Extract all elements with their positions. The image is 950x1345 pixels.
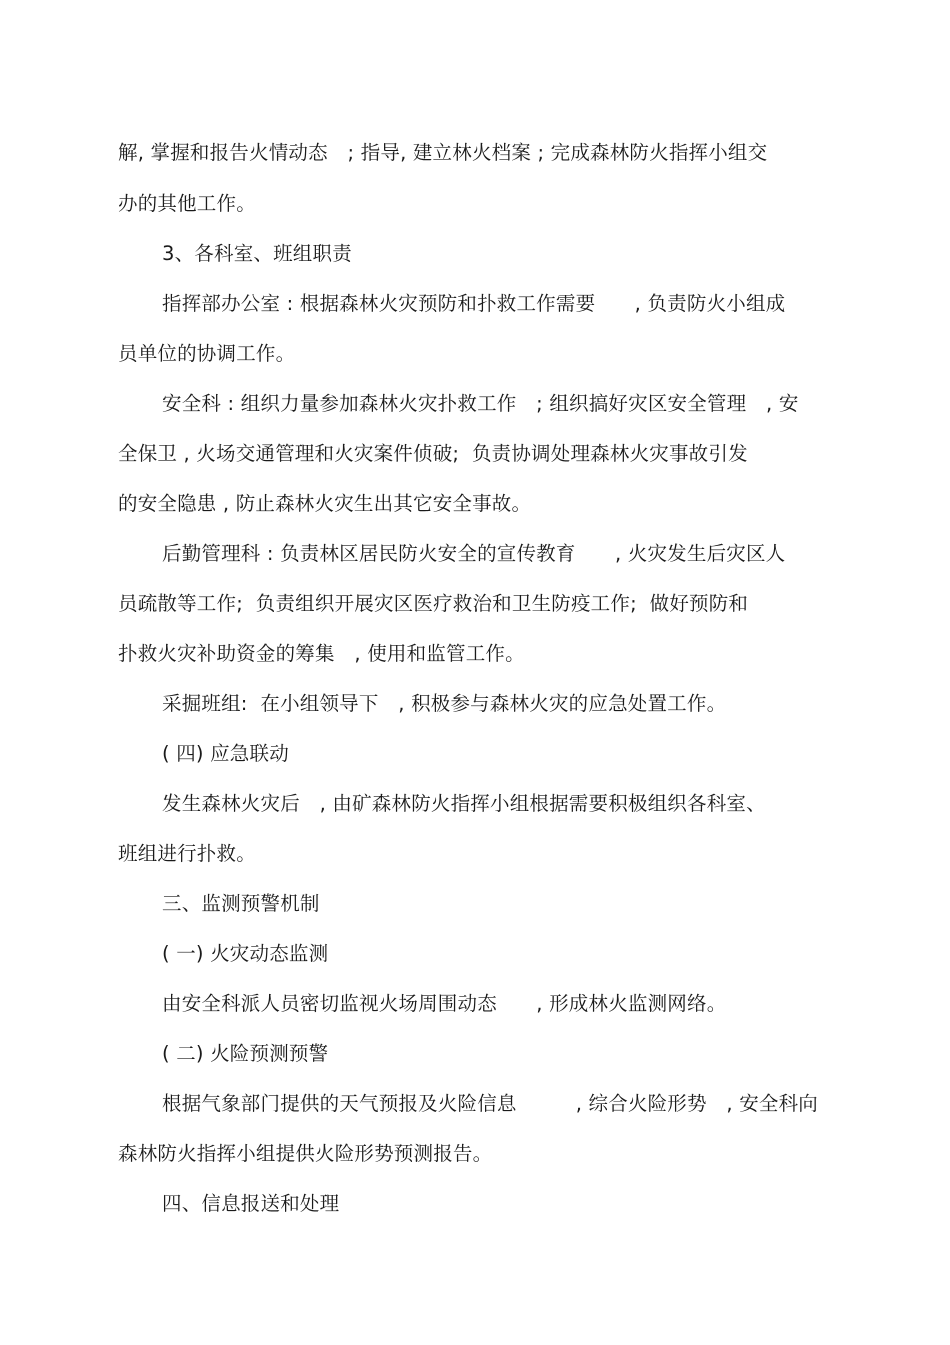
text-line: 根据气象部门提供的天气预报及火险信息 , 综合火险形势 , 安全科向 [162,1092,818,1115]
text-line: 由安全科派人员密切监视火场周围动态 , 形成林火监测网络。 [162,992,727,1015]
text-line: 全保卫 , 火场交通管理和火灾案件侦破; 负责协调处理森林火灾事故引发 [118,442,748,465]
text-line: 森林防火指挥小组提供火险形势预测报告。 [118,1142,493,1165]
section-heading: 3、各科室、班组职责 [162,242,352,265]
section-heading: ( 四) 应急联动 [162,742,289,765]
text-line: 安全科 : 组织力量参加森林火灾扑救工作 ; 组织搞好灾区安全管理 , 安 [162,392,799,415]
text-line: 扑救火灾补助资金的筹集 , 使用和监管工作。 [118,642,525,665]
text-line: 办的其他工作。 [118,192,256,215]
text-line: 采掘班组: 在小组领导下 , 积极参与森林火灾的应急处置工作。 [162,692,727,715]
section-heading: 三、监测预警机制 [162,892,320,915]
text-line: 员疏散等工作; 负责组织开展灾区医疗救治和卫生防疫工作; 做好预防和 [118,592,749,615]
text-line: 后勤管理科 : 负责林区居民防火安全的宣传教育 , 火灾发生后灾区人 [162,542,786,565]
text-line: 员单位的协调工作。 [118,342,296,365]
section-heading: 四、信息报送和处理 [162,1192,340,1215]
text-line: 的安全隐患 , 防止森林火灾生出其它安全事故。 [118,492,532,515]
text-line: 班组进行扑救。 [118,842,256,865]
text-line: 指挥部办公室 : 根据森林火灾预防和扑救工作需要 , 负责防火小组成 [162,292,786,315]
text-line: 解, 掌握和报告火情动态 ; 指导, 建立林火档案 ; 完成森林防火指挥小组交 [118,141,768,164]
section-heading: ( 一) 火灾动态监测 [162,942,329,965]
text-line: 发生森林火灾后 , 由矿森林防火指挥小组根据需要积极组织各科室、 [162,792,766,815]
section-heading: ( 二) 火险预测预警 [162,1042,329,1065]
